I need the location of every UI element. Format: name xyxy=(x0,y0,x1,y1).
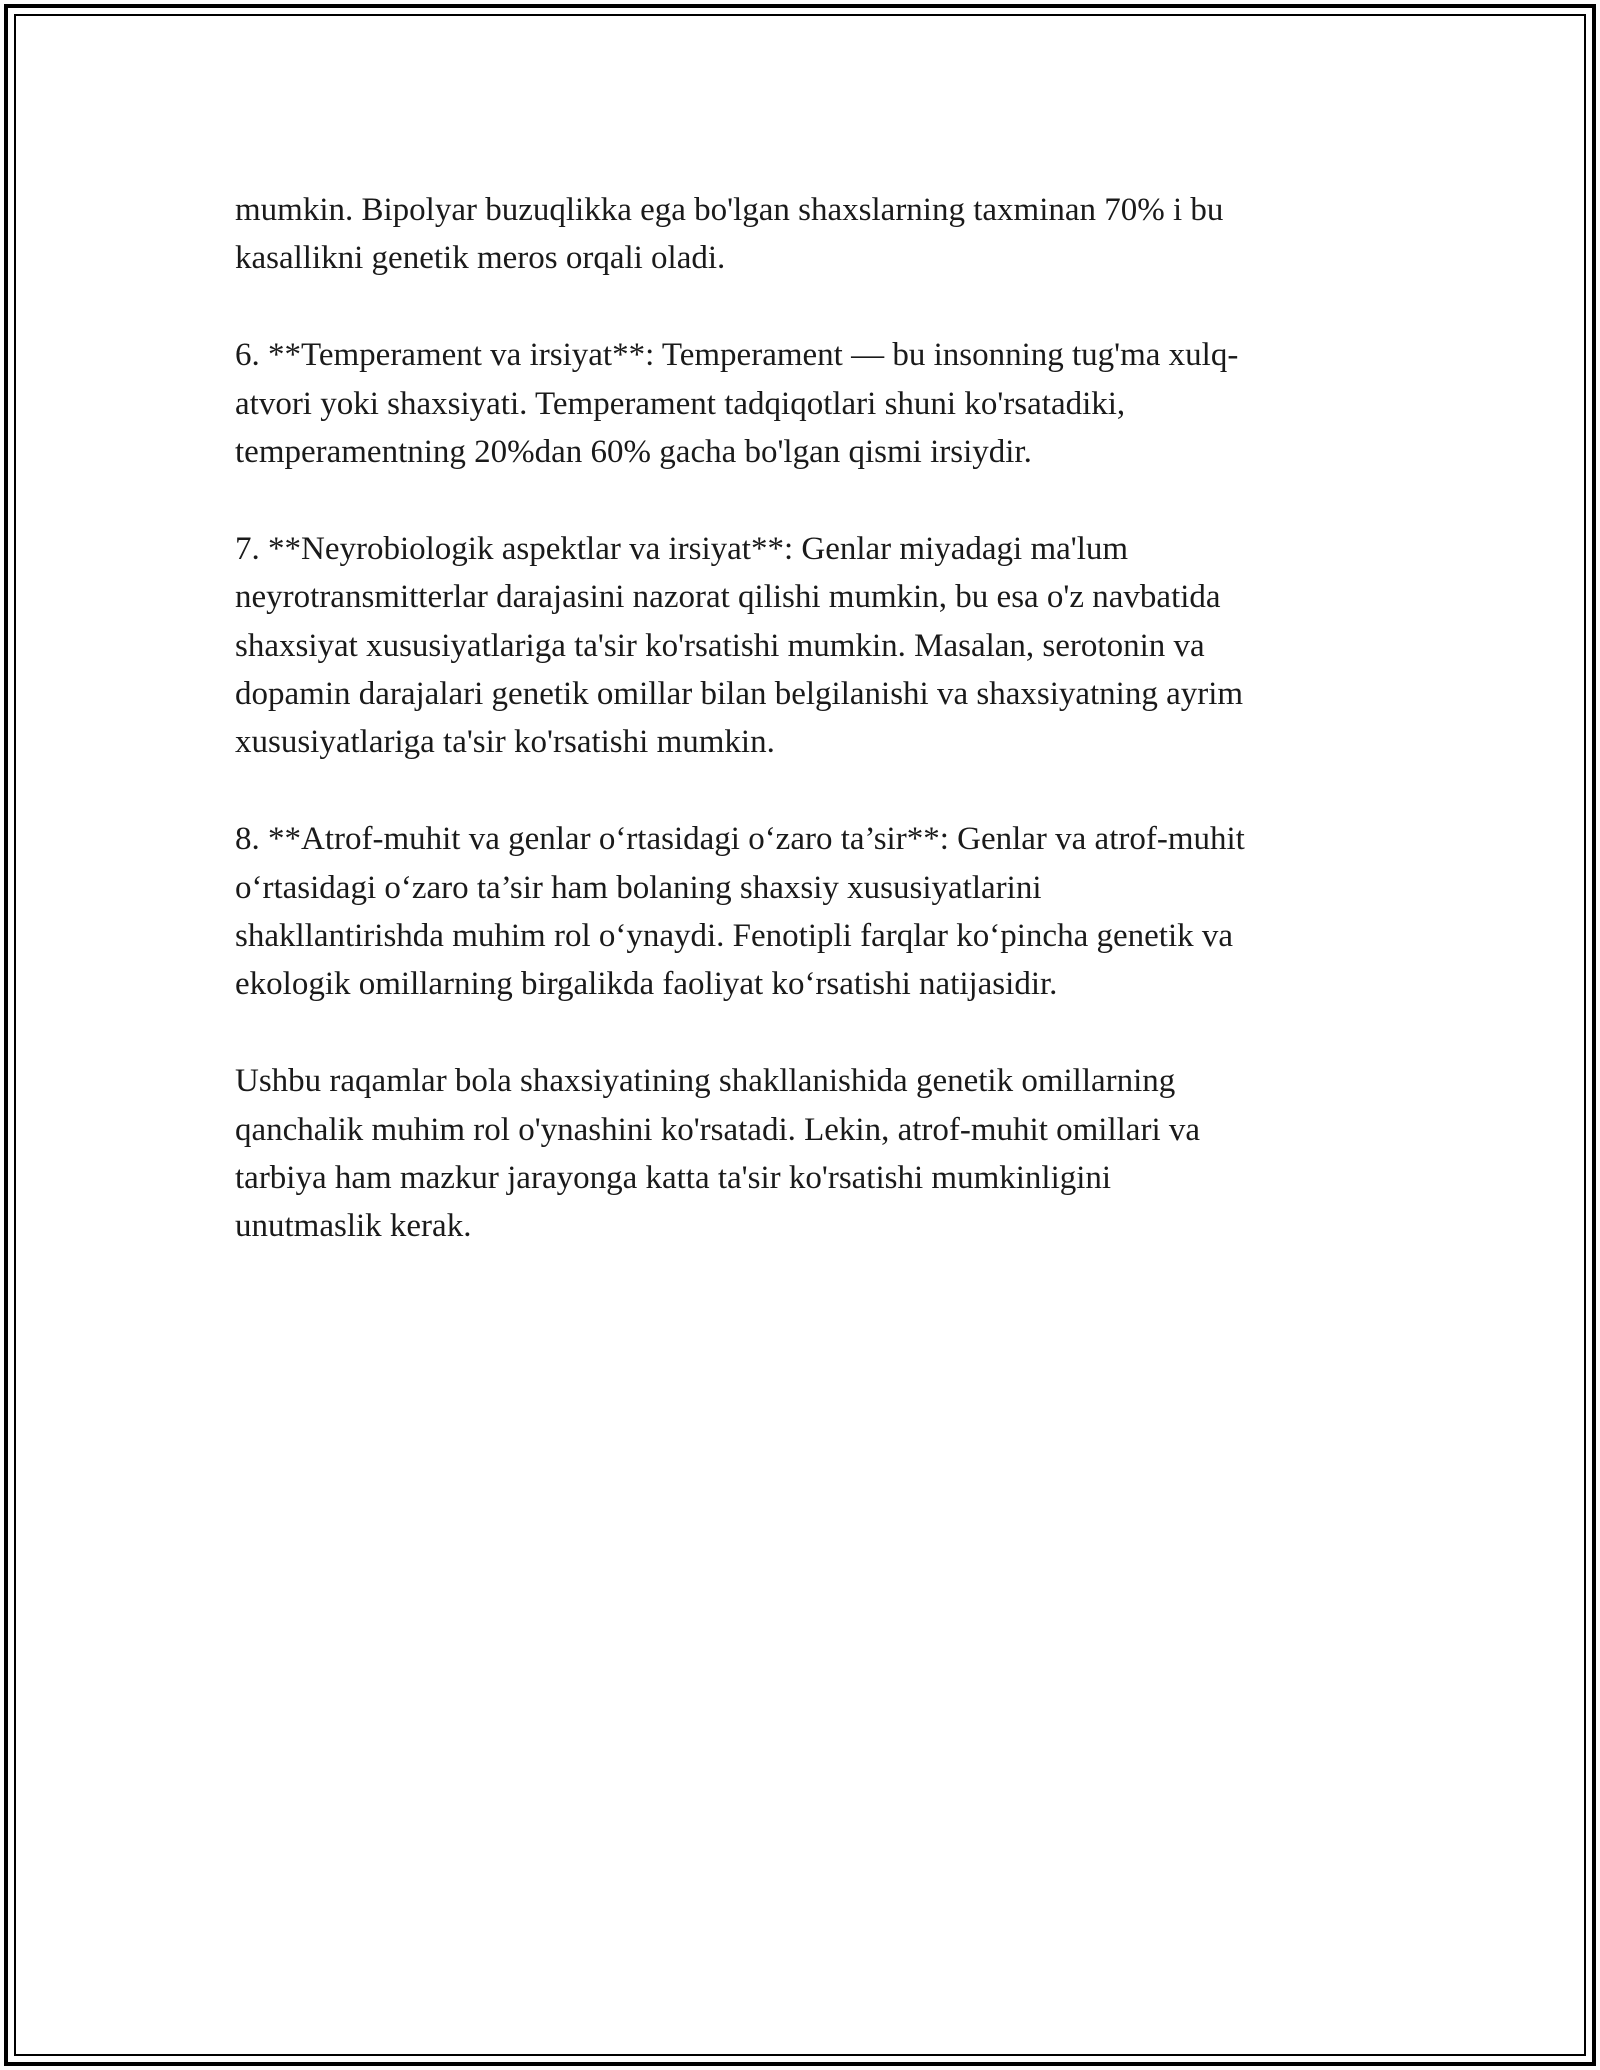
paragraph-neurobiology: 7. **Neyrobiologik aspektlar va irsiyat**: Genlar miyadagi ma'lum neyrotransmitterlar darajasini nazorat qilishi mumkin, bu esa o'z navbatida shaxsiyat xususiyatlariga ta'sir ko'rsatishi mumkin. Masalan, serotonin va dopamin darajalari genetik omillar bilan belgilanishi va shaxsiyatning ayrim xususiyatlariga ta'sir ko'rsatishi mumkin. xyxy=(235,530,1244,761)
paragraph-conclusion: Ushbu raqamlar bola shaxsiyatining shakllanishida genetik omillarning qanchalik muhim rol o'ynashini ko'rsatadi. Lekin, atrof-muhit omillari va tarbiya ham mazkur jarayonga katta ta'sir ko'rsatishi mumkinligini unutmaslik kerak. xyxy=(235,1063,1201,1245)
paragraph-continuation: mumkin. Bipolyar buzuqlikka ega bo'lgan shaxslarning taxminan 70% i bu kasallikni genetik meros orqali oladi. xyxy=(235,192,1224,277)
paragraph-temperament: 6. **Temperament va irsiyat**: Temperament — bu insonning tug'ma xulq- atvori yoki shaxsiyati. Temperament tadqiqotlari shuni ko'rsatadiki, temperamentning 20%dan 60% gacha bo'lgan qismi irsiydir. xyxy=(235,337,1239,471)
document-body xyxy=(235,186,1375,1299)
paragraph-environment-genes: 8. **Atrof-muhit va genlar o‘rtasidagi o‘zaro ta’sir**: Genlar va atrof-muhit o‘rtasidagi o‘zaro ta’sir ham bolaning shaxsiy xususiyatlarini shakllantirishda muhim rol o‘ynaydi. Fenotipli farqlar ko‘pincha genetik va ekologik omillarning birgalikda faoliyat ko‘rsatishi natijasidir. xyxy=(235,821,1245,1003)
